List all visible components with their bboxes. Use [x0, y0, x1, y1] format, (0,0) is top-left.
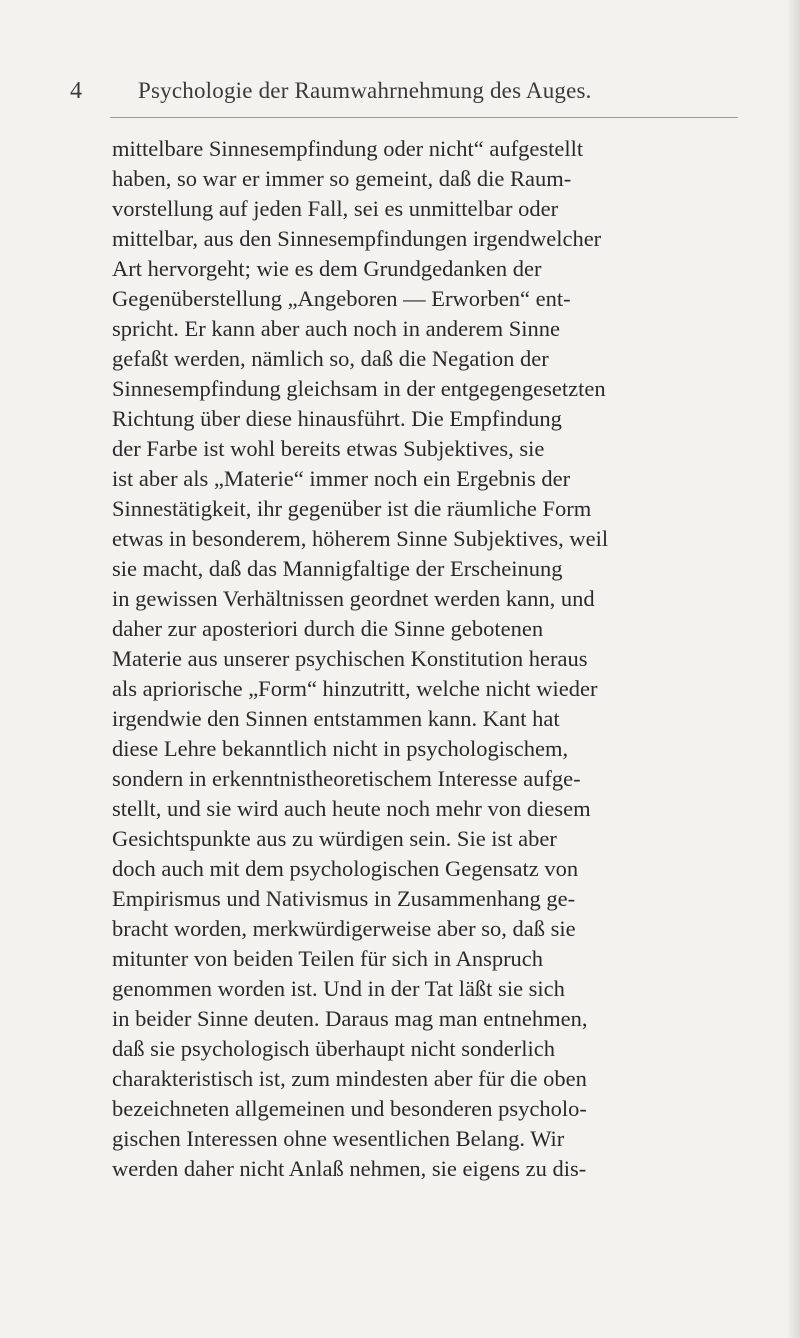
text-line: sondern in erkenntnistheoretischem Interesse aufge-	[112, 766, 581, 791]
text-line: spricht. Er kann aber auch noch in anderem Sinne	[112, 316, 560, 341]
text-line: mitunter von beiden Teilen für sich in Anspruch	[112, 946, 544, 971]
text-line: charakteristisch ist, zum mindesten aber für die oben	[112, 1066, 587, 1091]
text-line: Materie aus unserer psychischen Konstitution heraus	[112, 646, 588, 671]
text-line: haben, so war er immer so gemeint, daß die Raum-	[112, 166, 572, 191]
text-line: gefaßt werden, nämlich so, daß die Negation der	[112, 346, 549, 371]
text-line: mittelbare Sinnesempfindung oder nicht“ aufgestellt	[112, 136, 584, 161]
text-line: Empirismus und Nativismus in Zusammenhang ge-	[112, 886, 576, 911]
page-number: 4	[70, 78, 82, 104]
text-line: ist aber als „Materie“ immer noch ein Ergebnis der	[112, 466, 571, 491]
text-line: daß sie psychologisch überhaupt nicht sonderlich	[112, 1036, 556, 1061]
text-line: Gegenüberstellung „Angeboren — Erworben“ ent-	[112, 286, 571, 311]
text-line: Sinnesempfindung gleichsam in der entgegengesetzten	[112, 376, 606, 401]
text-line: mittelbar, aus den Sinnesempfindungen irgendwelcher	[112, 226, 602, 251]
text-line: irgendwie den Sinnen entstammen kann. Kant hat	[112, 706, 560, 731]
text-line: stellt, und sie wird auch heute noch mehr von diesem	[112, 796, 591, 821]
page-edge-shadow	[786, 0, 800, 1338]
text-line: in beider Sinne deuten. Daraus mag man entnehmen,	[112, 1006, 588, 1031]
text-line: genommen worden ist. Und in der Tat läßt sie sich	[112, 976, 565, 1001]
text-line: vorstellung auf jeden Fall, sei es unmittelbar oder	[112, 196, 559, 221]
text-line: gischen Interessen ohne wesentlichen Belang. Wir	[112, 1126, 565, 1151]
text-line: bezeichneten allgemeinen und besonderen psycholo-	[112, 1096, 587, 1121]
text-line: bracht worden, merkwürdigerweise aber so, daß sie	[112, 916, 576, 941]
text-line: doch auch mit dem psychologischen Gegensatz von	[112, 856, 579, 881]
text-line: Art hervorgeht; wie es dem Grundgedanken der	[112, 256, 542, 281]
text-line: der Farbe ist wohl bereits etwas Subjektives, sie	[112, 436, 545, 461]
text-line: diese Lehre bekanntlich nicht in psychologischem,	[112, 736, 569, 761]
text-line: als apriorische „Form“ hinzutritt, welche nicht wieder	[112, 676, 598, 701]
text-line: etwas in besonderem, höherem Sinne Subjektives, weil	[112, 526, 609, 551]
text-line: Gesichtspunkte aus zu würdigen sein. Sie ist aber	[112, 826, 557, 851]
text-line: in gewissen Verhältnissen geordnet werden kann, und	[112, 586, 595, 611]
header-rule	[110, 117, 738, 118]
text-line: werden daher nicht Anlaß nehmen, sie eigens zu dis-	[112, 1156, 587, 1181]
page-header	[0, 78, 800, 118]
text-line: sie macht, daß das Mannigfaltige der Erscheinung	[112, 556, 563, 581]
text-line: Richtung über diese hinausführt. Die Empfindung	[112, 406, 562, 431]
text-line: daher zur aposteriori durch die Sinne gebotenen	[112, 616, 544, 641]
running-title: Psychologie der Raumwahrnehmung des Auges.	[138, 78, 592, 103]
text-line: Sinnestätigkeit, ihr gegenüber ist die räumliche Form	[112, 496, 592, 521]
